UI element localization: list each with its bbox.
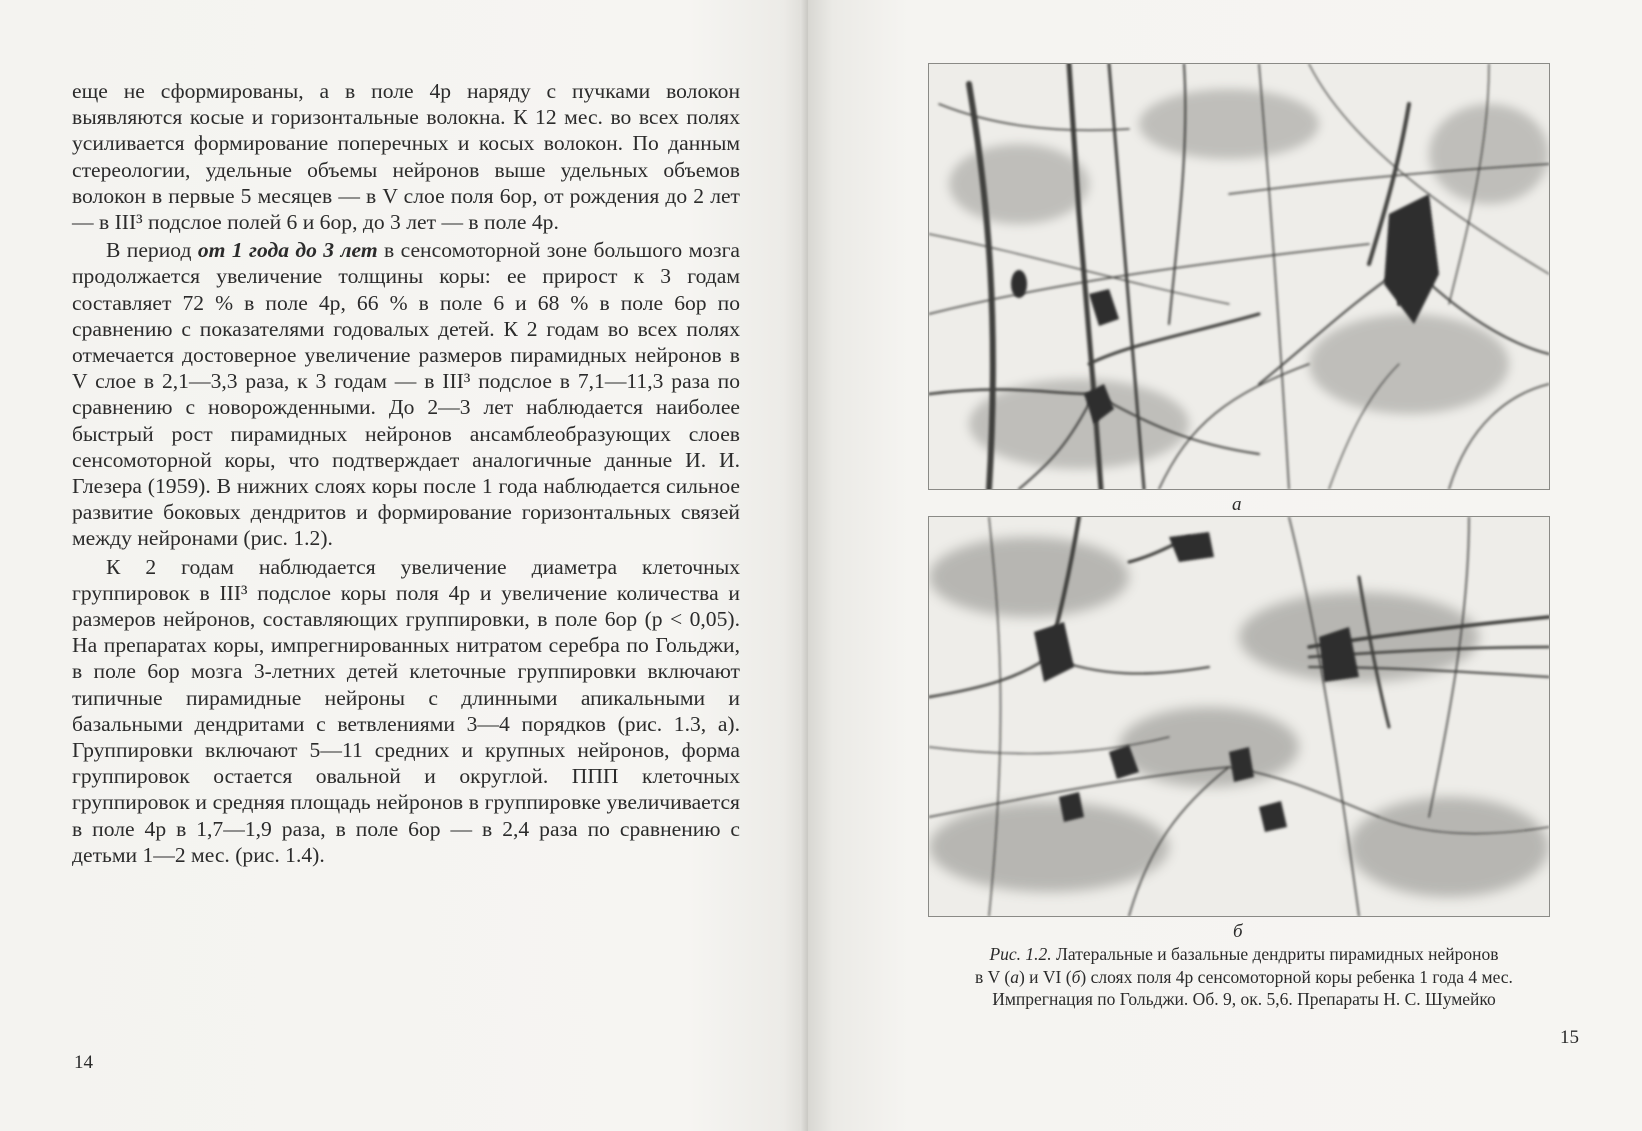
left-page — [0, 0, 808, 1131]
figure-b-label: б — [1233, 921, 1243, 942]
page-number-right: 15 — [1560, 1027, 1579, 1048]
caption-line-2-a: в V ( — [975, 966, 1011, 987]
micrograph-a — [928, 63, 1550, 490]
paragraph-2-rest: в сенсомоторной зоне большого мозга продолжается увеличение толщины коры: ее прирост к 3 годам составляет 72 % в поле 4р, 66 % в поле 6 и 68 % в поле 6ор по сравнению с показателями годовалых детей. К 2 годам во всех полях отмечается достоверное увеличение размеров пирамидных нейронов в V слое в 2,1—3,3 раза, к 3 годам — в III³ подслое в 7,1—11,3 раза по сравнению с новорожденными. До 2—3 лет наблюдается наиболее быстрый рост пирамидных нейронов ансамблеобразующих слоев сенсомоторной коры, что подтверждает аналогичные данные И. И. Глезера (1959). В нижних слоях коры после 1 года наблюдается сильное развитие боковых дендритов и формирование горизонтальных связей между нейронами (рис. 1.2). — [72, 238, 741, 551]
paragraph-2 — [72, 237, 740, 551]
caption-line-2 — [926, 966, 1562, 989]
paragraph-2-emphasis: от 1 года до 3 лет — [197, 238, 378, 263]
paragraph-1: еще не сформированы, а в поле 4р наряду с пучками волокон выявляются косые и горизонтальные волокна. К 12 мес. во всех полях усиливается формирование поперечных и косых волокон. По данным стереологии, удельные объемы нейронов выше удельных объемов волокон в первые 5 месяцев — в V слое поля 6ор, от рождения до 2 лет — в III³ подслое полей 6 и 6ор, до 3 лет — в поле 4р. — [72, 79, 740, 235]
caption-line-3: Импрегнация по Гольджи. Об. 9, ок. 5,6. Препараты Н. С. Шумейко — [992, 989, 1496, 1009]
paragraph-3: К 2 годам наблюдается увеличение диаметра клеточных группировок в III³ подслое коры поля 4р и увеличение количества и размеров нейронов, составляющих группировки, в поле 6ор (р < 0,05). На препаратах коры, импрегнированных нитратом серебра по Гольджи, в поле 6ор мозга 3-летних детей клеточные группировки включают типичные пирамидные нейроны с длинными апикальными и базальными дендритами с ветвлениями 3—4 порядков (рис. 1.3, а). Группировки включают 5—11 средних и крупных нейронов, форма группировок остается овальной и округлой. ППП клеточных группировок и средняя площадь нейронов в группировке увеличивается в поле 4р в 1,7—1,9 раза, в поле 6ор — в 2,4 раза по сравнению с детьми 1—2 мес. (рис. 1.4). — [72, 554, 740, 867]
figure-a-label: а — [1232, 494, 1242, 515]
micrograph-b — [928, 516, 1550, 917]
left-page-body — [72, 78, 740, 868]
caption-line-2-b: ) и VI ( — [1018, 966, 1072, 987]
paragraph-2-lead: В период — [106, 238, 198, 263]
micrograph-b-image — [929, 517, 1549, 916]
caption-line-2-a-ital: а — [1010, 966, 1019, 987]
caption-line-2-b-ital: б — [1071, 966, 1081, 987]
micrograph-a-image — [929, 64, 1549, 489]
caption-line-1-text: Латеральные и базальные дендриты пирамидных нейронов — [1051, 944, 1499, 964]
caption-line-1 — [926, 943, 1562, 966]
page-number-left: 14 — [74, 1052, 93, 1073]
caption-prefix: Рис. 1.2. — [989, 944, 1052, 964]
figure-caption — [926, 943, 1562, 1011]
caption-line-2-rest: ) слоях поля 4р сенсомоторной коры ребенка 1 года 4 мес. — [1080, 966, 1513, 987]
